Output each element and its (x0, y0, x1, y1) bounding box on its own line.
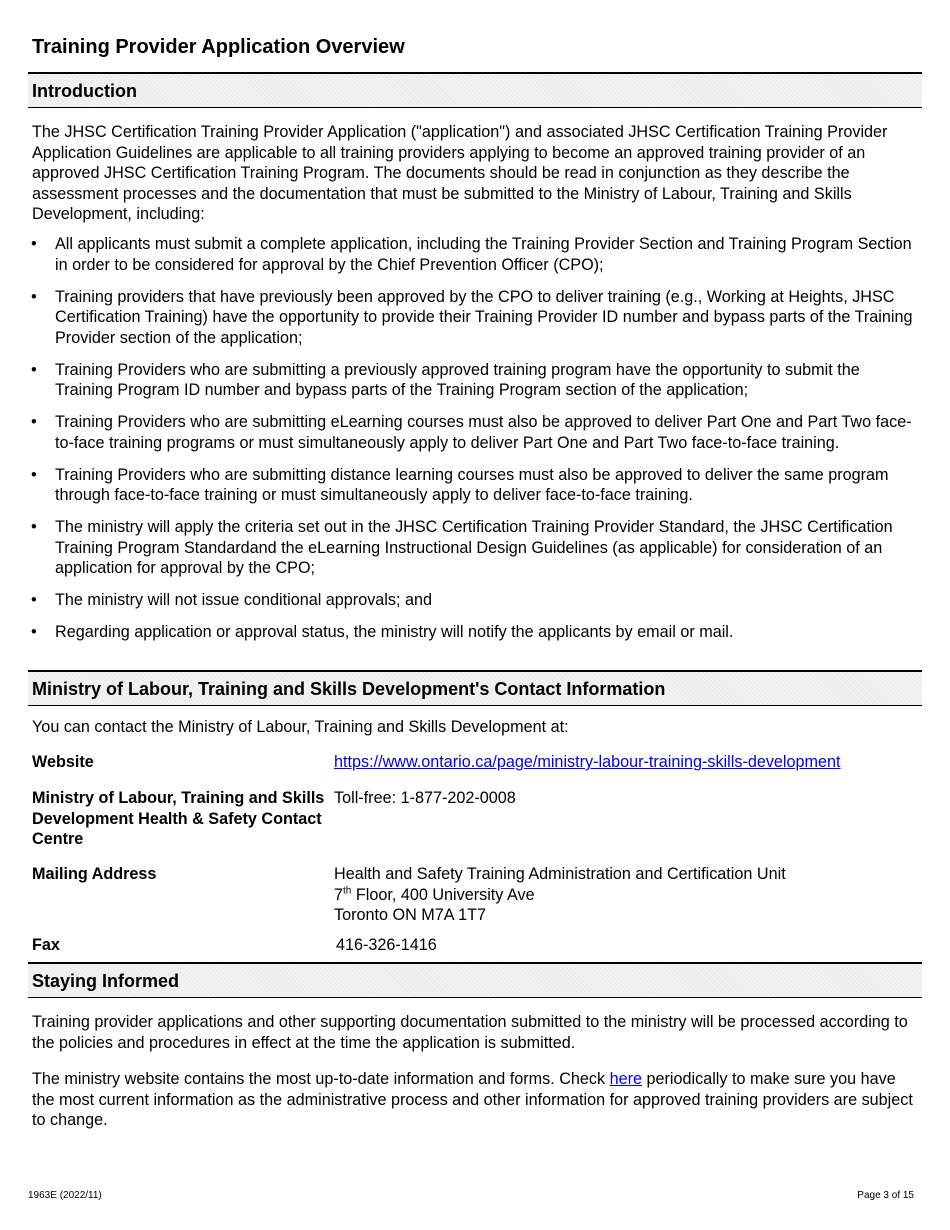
website-label: Website (32, 753, 94, 771)
requirements-list (28, 234, 918, 654)
contact-heading: Ministry of Labour, Training and Skills Development's Contact Information (32, 679, 666, 699)
list-item: • All applicants must submit a complete application, including the Training Provider Section and Training Program Section in order to be considered for approval by the Chief Prevention Officer (CPO); (28, 234, 918, 275)
mailing-address-label: Mailing Address (32, 865, 157, 883)
website-value-cell (334, 752, 914, 773)
introduction-heading: Introduction (32, 81, 137, 101)
list-item: • Training Providers who are submitting a previously approved training program have the opportunity to submit the Training Program ID number and bypass parts of the Training Program section of the application; (28, 360, 918, 401)
paragraph-text: periodically to make sure you have the most current information as the administrative process and other information for approved training providers are subject to change. (32, 1070, 913, 1129)
introduction-section-header (28, 72, 922, 108)
staying-informed-heading: Staying Informed (32, 971, 180, 991)
page-number: Page 3 of 15 (857, 1190, 914, 1201)
contact-centre-label: Ministry of Labour, Training and Skills Development Health & Safety Contact Centre (32, 789, 325, 848)
staying-informed-paragraph-2 (32, 1069, 918, 1131)
introduction-paragraph: The JHSC Certification Training Provider Application ("application") and associated JHSC Certification Training Provider Application Guidelines are applicable to all training providers applying to become an approved training provider of an approved JHSC Certification Training Program. The documents should be read in conjunction as they describe the assessment processes and the documentation that must be submitted to the Ministry of Labour, Training and Skills Development, including: (32, 123, 888, 223)
page-title: Training Provider Application Overview (32, 36, 405, 58)
mailing-address-line-1: Health and Safety Training Administration and Certification Unit (334, 865, 786, 883)
list-item: • Training providers that have previously been approved by the CPO to deliver training (e.g., Working at Heights, JHSC Certification Training) have the opportunity to provide their Training Provider ID number and bypass parts of the Training Provider section of the application; (28, 287, 918, 349)
mailing-address-line-3: Toronto ON M7A 1T7 (334, 906, 487, 924)
contact-centre-phone: Toll-free: 1-877-202-0008 (334, 789, 516, 807)
mailing-address (334, 864, 914, 926)
ministry-website-link[interactable]: https://www.ontario.ca/page/ministry-labour-training-skills-development (334, 753, 841, 771)
form-number: 1963E (2022/11) (28, 1190, 102, 1201)
fax-number: 416-326-1416 (336, 936, 437, 954)
list-item: • Training Providers who are submitting eLearning courses must also be approved to deliver Part One and Part Two face-to-face training programs or must simultaneously apply to deliver Part One and Part Two face-to-face training. (28, 412, 918, 453)
contact-intro: You can contact the Ministry of Labour, Training and Skills Development at: (32, 718, 569, 736)
paragraph-text: The ministry website contains the most up-to-date information and forms. Check (32, 1070, 610, 1088)
floor-number: 7 (334, 885, 344, 904)
list-item: • Regarding application or approval status, the ministry will notify the applicants by email or mail. (28, 622, 918, 643)
floor-street: Floor, 400 University Ave (351, 885, 535, 904)
here-link[interactable]: here (609, 1070, 643, 1088)
fax-label: Fax (32, 936, 60, 954)
mailing-address-line-2 (334, 885, 914, 906)
contact-section-header (28, 670, 922, 706)
list-item: • The ministry will apply the criteria set out in the JHSC Certification Training Provider Standard, the JHSC Certification Training Program Standardand the eLearning Instructional Design Guidelines (as applicable) for consideration of an application for approval by the CPO; (28, 517, 918, 579)
list-item: • The ministry will not issue conditional approvals; and (28, 590, 918, 611)
staying-informed-section-header (28, 962, 922, 998)
list-item: • Training Providers who are submitting distance learning courses must also be approved to deliver the same program through face-to-face training or must simultaneously apply to deliver face-to-face training. (28, 465, 918, 506)
floor-ordinal-suffix: th (343, 885, 352, 897)
staying-informed-paragraph-1: Training provider applications and other supporting documentation submitted to the ministry will be processed according to the policies and procedures in effect at the time the application is submitted. (32, 1013, 908, 1052)
